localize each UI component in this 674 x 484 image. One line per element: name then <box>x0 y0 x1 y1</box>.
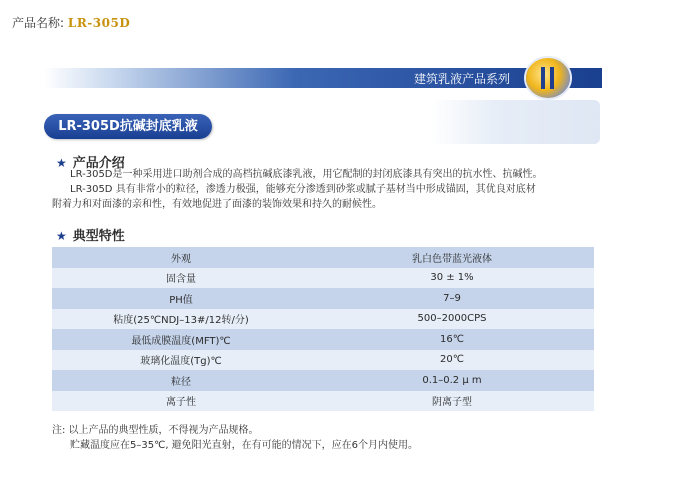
spec-value: 16℃ <box>310 329 594 350</box>
note-line-2: 贮藏温度应在5–35℃, 避免阳光直射，在有可能的情况下，应在6个月内使用。 <box>70 440 419 451</box>
intro-heading-text: 产品介绍 <box>72 156 125 171</box>
specs-heading-text: 典型特性 <box>72 229 125 244</box>
spec-value: 20℃ <box>310 350 594 371</box>
spec-value: 500–2000CPS <box>310 309 594 330</box>
series-label: 建筑乳液产品系列 <box>413 72 510 86</box>
spec-value: 乳白色带蓝光液体 <box>310 247 594 268</box>
spec-key: 粘度(25℃NDJ–13#/12转/分) <box>52 309 310 330</box>
spec-table <box>52 247 594 411</box>
spec-value: 0.1–0.2 μ m <box>310 370 594 391</box>
note-line-1: 注: 以上产品的典型性质，不得视为产品规格。 <box>52 425 259 436</box>
spec-value: 7–9 <box>310 288 594 309</box>
product-title: LR-305D抗碱封底乳液 <box>44 114 212 139</box>
table-row <box>52 268 594 289</box>
spec-key: 离子性 <box>52 391 310 412</box>
table-row <box>52 370 594 391</box>
product-name-label: 产品名称: <box>12 16 65 30</box>
intro-text <box>52 167 592 212</box>
intro-paragraph-1: LR-305D是一种采用进口助剂合成的高档抗碱底漆乳液，用它配制的封闭底漆具有突出的抗水性、抗碱性。 <box>70 169 543 180</box>
intro-paragraph-3: 附着力和对面漆的亲和性，有效地促进了面漆的装饰效果和持久的耐候性。 <box>52 199 382 210</box>
intro-paragraph-2: LR-305D 具有非常小的粒径，渗透力极强，能够充分渗透到砂浆或腻子基材当中形成锚固，其优良对底材 <box>70 184 536 195</box>
brand-logo <box>526 58 570 98</box>
series-banner <box>44 68 602 88</box>
product-code: LR-305D <box>67 16 131 30</box>
specs-heading <box>56 225 125 244</box>
product-name-line <box>12 14 130 31</box>
star-icon: ★ <box>56 229 67 243</box>
spec-key: 外观 <box>52 247 310 268</box>
table-row <box>52 391 594 412</box>
spec-value: 30 ± 1% <box>310 268 594 289</box>
table-row <box>52 247 594 268</box>
spec-key: 固含量 <box>52 268 310 289</box>
star-icon: ★ <box>56 156 67 170</box>
notes <box>52 423 418 453</box>
table-row <box>52 350 594 371</box>
faded-background-mark <box>430 100 600 144</box>
spec-key: 粒径 <box>52 370 310 391</box>
table-row <box>52 329 594 350</box>
table-row <box>52 288 594 309</box>
spec-key: 玻璃化温度(Tg)℃ <box>52 350 310 371</box>
spec-value: 阴离子型 <box>310 391 594 412</box>
table-row <box>52 309 594 330</box>
spec-key: PH值 <box>52 288 310 309</box>
spec-key: 最低成膜温度(MFT)℃ <box>52 329 310 350</box>
